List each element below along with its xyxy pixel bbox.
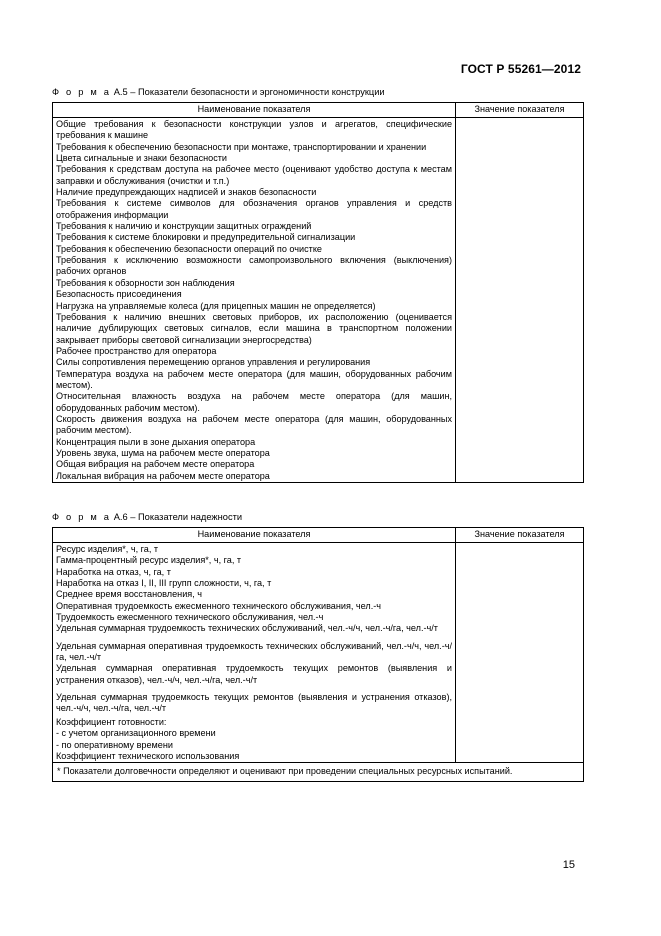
list-item: Требования к наличию внешних световых приборов, их расположению (оценивается наличие дублирующих световых сигналов, если машина в транспортном положении закрывает приборы световой сигнализации энергосредства): [56, 311, 452, 345]
list-item: - по оперативному времени: [56, 739, 173, 750]
table-body-row: [53, 543, 584, 763]
list-item: Локальная вибрация на рабочем месте оператора: [56, 470, 270, 481]
list-item: Требования к обзорности зон наблюдения: [56, 277, 235, 288]
list-item: Безопасность присоединения: [56, 289, 182, 300]
list-item: Удельная суммарная оперативная трудоемкость текущих ремонтов (выявления и устранения отказов), чел.-ч/ч, чел.-ч/га, чел.-ч/т: [56, 663, 452, 685]
list-item: Цвета сигнальные и знаки безопасности: [56, 153, 227, 164]
list-item: Оперативная трудоемкость ежесменного технического обслуживания, чел.-ч: [56, 600, 382, 611]
list-item: Гамма-процентный ресурс изделия*, ч, га, т: [56, 555, 242, 566]
footnote: * Показатели долговечности определяют и оценивают при проведении специальных ресурсных испытаний.: [53, 763, 584, 781]
list-item: Требования к системе блокировки и предупредительной сигнализации: [56, 232, 356, 243]
list-item: Трудоемкость ежесменного технического обслуживания, чел.-ч: [56, 612, 324, 623]
list-item: Требования к обеспечению безопасности операций по очистке: [56, 243, 322, 254]
form-a5-table: [52, 102, 584, 483]
list-item: Требования к наличию и конструкции защитных ограждений: [56, 221, 312, 232]
column-header-name: Наименование показателя: [53, 528, 456, 543]
list-item: Требования к средствам доступа на рабочее место (оценивают удобство доступа к местам заправки и обслуживания (очистки и т.п.): [56, 164, 452, 186]
form-a5-caption-title: А.5 – Показатели безопасности и эргономичности конструкции: [113, 87, 385, 97]
list-item: Удельная суммарная трудоемкость технических обслуживаний, чел.-ч/ч, чел.-ч/га, чел.-ч/т: [56, 623, 438, 634]
indicator-name-cell: [53, 543, 456, 763]
list-item: Удельная суммарная оперативная трудоемкость технических обслуживаний, чел.-ч/ч, чел.-ч/га, чел.-ч/т: [56, 640, 452, 663]
list-item: - с учетом организационного времени: [56, 728, 216, 739]
list-item: Среднее время восстановления, ч: [56, 589, 202, 600]
list-item: Силы сопротивления перемещению органов управления и регулирования: [56, 357, 371, 368]
list-item: Скорость движения воздуха на рабочем месте оператора (для машин, оборудованных рабочим местом).: [56, 413, 452, 436]
column-header-name: Наименование показателя: [53, 103, 456, 118]
list-item: Относительная влажность воздуха на рабочем месте оператора (для машин, оборудованных рабочим местом).: [56, 391, 452, 413]
form-a6-caption-prefix: Ф о р м а: [52, 512, 112, 522]
page-number: 15: [562, 859, 575, 871]
list-item: Коэффициент готовности:: [56, 716, 167, 727]
column-header-value: Значение показателя: [456, 103, 584, 118]
footnote-row: [53, 763, 584, 781]
column-header-value: Значение показателя: [456, 528, 584, 543]
list-item: Удельная суммарная трудоемкость текущих ремонтов (выявления и устранения отказов), чел.-ч/ч, чел.-ч/га, чел.-ч/т: [56, 692, 452, 714]
indicator-value-cell: [456, 118, 584, 483]
form-a6-table: [52, 527, 584, 782]
table-header-row: [53, 103, 584, 118]
list-item: Наработка на отказ I, II, III групп сложности, ч, га, т: [56, 578, 272, 589]
document-code: ГОСТ Р 55261—2012: [460, 62, 581, 76]
list-item: Наличие предупреждающих надписей и знаков безопасности: [56, 187, 317, 198]
form-a5-caption-prefix: Ф о р м а: [52, 87, 112, 97]
list-item: Требования к обеспечению безопасности при монтаже, транспортировании и хранении: [56, 141, 427, 152]
indicator-name-cell: [53, 118, 456, 483]
list-item: Требования к системе символов для обозначения органов управления и средств отображения информации: [56, 198, 452, 220]
list-item: Температура воздуха на рабочем месте оператора (для машин, оборудованных рабочим местом).: [56, 368, 452, 390]
list-item: Наработка на отказ, ч, га, т: [56, 566, 171, 577]
form-a5-caption: [52, 87, 385, 97]
form-a6-caption: [52, 512, 242, 522]
list-item: Коэффициент технического использования: [56, 750, 240, 761]
form-a6-caption-title: А.6 – Показатели надежности: [113, 512, 243, 522]
list-item: Уровень звука, шума на рабочем месте оператора: [56, 447, 270, 458]
table-header-row: [53, 528, 584, 543]
list-item: Рабочее пространство для оператора: [56, 345, 217, 356]
list-item: Требования к исключению возможности самопроизвольного включения (выключения) рабочих органов: [56, 255, 452, 277]
list-item: Общая вибрация на рабочем месте оператора: [56, 459, 255, 470]
list-item: Ресурс изделия*, ч, га, т: [56, 544, 159, 554]
list-item: Общие требования к безопасности конструкции узлов и агрегатов, специфические требования к машине: [56, 119, 452, 141]
table-body-row: [53, 118, 584, 483]
list-item: Концентрация пыли в зоне дыхания оператора: [56, 436, 256, 447]
list-item: Нагрузка на управляемые колеса (для прицепных машин не определяется): [56, 300, 376, 311]
indicator-value-cell: [456, 543, 584, 763]
